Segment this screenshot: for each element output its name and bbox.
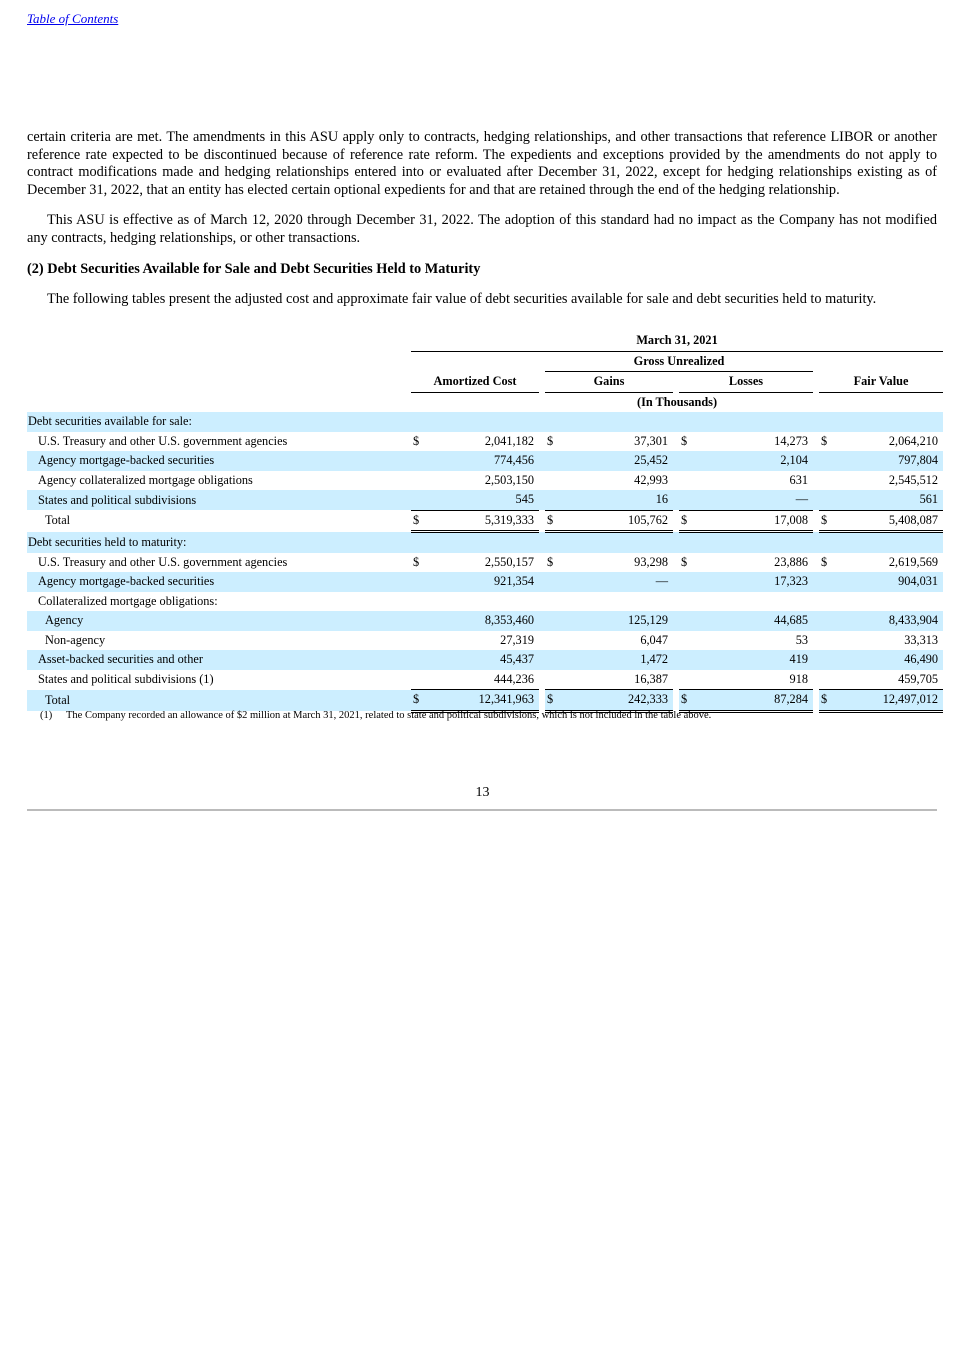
row-label: Non-agency [45,632,106,647]
fair-value: 33,313 [904,632,939,647]
amortized-total: 5,319,333 [484,512,534,527]
section-row [27,532,943,553]
htm-section-label: Debt securities held to maturity: [27,532,943,553]
fair-value: 2,545,512 [888,472,939,487]
footnote-marker: (1) [40,710,53,721]
losses-value: 14,273 [774,433,808,448]
currency-symbol: $ [547,433,554,448]
currency-symbol: $ [821,692,828,707]
amortized-cost-header: Amortized Cost [411,372,539,393]
gains-value: 1,472 [545,650,673,670]
currency-symbol: $ [413,512,420,527]
currency-symbol: $ [547,512,554,527]
currency-symbol: $ [821,554,828,569]
period-header: March 31, 2021 [411,331,943,351]
table-row [27,611,943,631]
paragraph-asu-effective: This ASU is effective as of March 12, 2020 through December 31, 2022. The adoption of this standard had no impact as the Company has not modified any contracts, hedging relationships, or other transactions. [27,212,937,246]
fair-value: 459,705 [898,671,939,686]
gains-value: 16,387 [634,671,668,686]
row-label: Agency [27,611,411,631]
currency-symbol: $ [681,692,688,707]
fair-value: 797,804 [819,451,943,471]
fair-value: 904,031 [819,572,943,592]
gains-value: 6,047 [640,632,668,647]
losses-header: Losses [679,372,813,393]
losses-value: — [679,490,813,510]
gross-unrealized-header: Gross Unrealized [545,351,813,372]
currency-symbol: $ [681,554,688,569]
gains-header: Gains [545,372,673,393]
row-label: Collateralized mortgage obligations: [38,593,218,608]
row-label: States and political subdivisions [27,490,411,510]
footnote [40,710,711,721]
table-row [27,471,943,491]
table-row [27,553,943,573]
debt-securities-table [27,331,943,713]
amortized-value: 2,503,150 [484,472,534,487]
table-row [27,490,943,510]
gains-value: 37,301 [634,433,668,448]
amortized-value: 921,354 [411,572,539,592]
gains-value: 25,452 [545,451,673,471]
currency-symbol: $ [681,433,688,448]
fair-value: 8,433,904 [819,611,943,631]
fair-total: 5,408,087 [888,512,939,527]
losses-value: 631 [789,472,808,487]
fair-value-header: Fair Value [819,372,943,393]
fair-total: 12,497,012 [882,692,939,707]
table-row [27,451,943,471]
losses-value: 17,323 [679,572,813,592]
currency-symbol: $ [547,554,554,569]
gains-total: 105,762 [628,512,668,527]
paragraph-reference-rate: certain criteria are met. The amendments in this ASU apply only to contracts, hedging relationships, and other transactions that reference LIBOR or another reference rate expected to be discontinued because of reference rate reform. The expedients and exceptions provided by the amendments do not apply to contract modifications made and hedging relationships entered into or evaluated after December 31, 2022, except for hedging relationships existing as of December 31, 2022, that an entity has elected certain optional expedients for and that are retained through the end of the hedging relationship. [27,129,937,198]
row-label: Agency mortgage-backed securities [27,572,411,592]
table-of-contents-link[interactable]: Table of Contents [27,11,119,26]
gains-value: 42,993 [634,472,668,487]
total-label: Total [45,513,71,528]
amortized-value: 444,236 [494,671,534,686]
losses-value: 419 [679,650,813,670]
table-row [27,432,943,452]
table-row [27,592,943,612]
amortized-value: 545 [411,490,539,510]
currency-symbol: $ [821,512,828,527]
page-divider [27,809,937,811]
fair-value: 2,619,569 [888,554,939,569]
currency-symbol: $ [681,512,688,527]
losses-value: 23,886 [774,554,808,569]
row-label: Agency mortgage-backed securities [27,451,411,471]
losses-value: 2,104 [679,451,813,471]
total-row [27,690,943,712]
amortized-value: 45,437 [411,650,539,670]
section-row [27,412,943,432]
afs-section-label: Debt securities available for sale: [27,412,943,432]
amortized-value: 27,319 [500,632,534,647]
paragraph-table-intro: The following tables present the adjusted cost and approximate fair value of debt securities available for sale and debt securities held to maturity. [47,291,877,307]
row-label: U.S. Treasury and other U.S. government agencies [38,554,288,569]
row-label: U.S. Treasury and other U.S. government agencies [38,433,288,448]
currency-symbol: $ [413,692,420,707]
gains-value: 16 [545,490,673,510]
losses-total: 17,008 [774,512,808,527]
table-row [27,650,943,670]
gains-total: 242,333 [628,692,668,707]
page-number: 13 [475,785,490,800]
amortized-value: 774,456 [411,451,539,471]
row-label: Asset-backed securities and other [27,650,411,670]
losses-value: 918 [789,671,808,686]
total-row [27,510,943,532]
table-row [27,670,943,690]
fair-value: 2,064,210 [888,433,939,448]
currency-symbol: $ [413,554,420,569]
currency-symbol: $ [547,692,554,707]
gains-value: 93,298 [634,554,668,569]
units-header: (In Thousands) [636,394,718,409]
fair-value: 561 [819,490,943,510]
amortized-value: 2,041,182 [484,433,534,448]
gains-value: 125,129 [545,611,673,631]
table-row [27,631,943,651]
table-row [27,572,943,592]
fair-value: 46,490 [819,650,943,670]
footnote-text: The Company recorded an allowance of $2 million at March 31, 2021, related to state and political subdivisions, which is not included in the table above. [66,710,712,721]
amortized-value: 8,353,460 [411,611,539,631]
losses-value: 53 [795,632,808,647]
losses-value: 44,685 [679,611,813,631]
amortized-value: 2,550,157 [484,554,534,569]
amortized-total: 12,341,963 [478,692,534,707]
gains-value: — [545,572,673,592]
currency-symbol: $ [821,433,828,448]
total-label: Total [27,690,411,712]
row-label: States and political subdivisions (1) [38,672,214,686]
section-heading: (2) Debt Securities Available for Sale and Debt Securities Held to Maturity [27,261,481,277]
losses-total: 87,284 [774,692,808,707]
row-label: Agency collateralized mortgage obligations [38,472,253,487]
currency-symbol: $ [413,433,420,448]
